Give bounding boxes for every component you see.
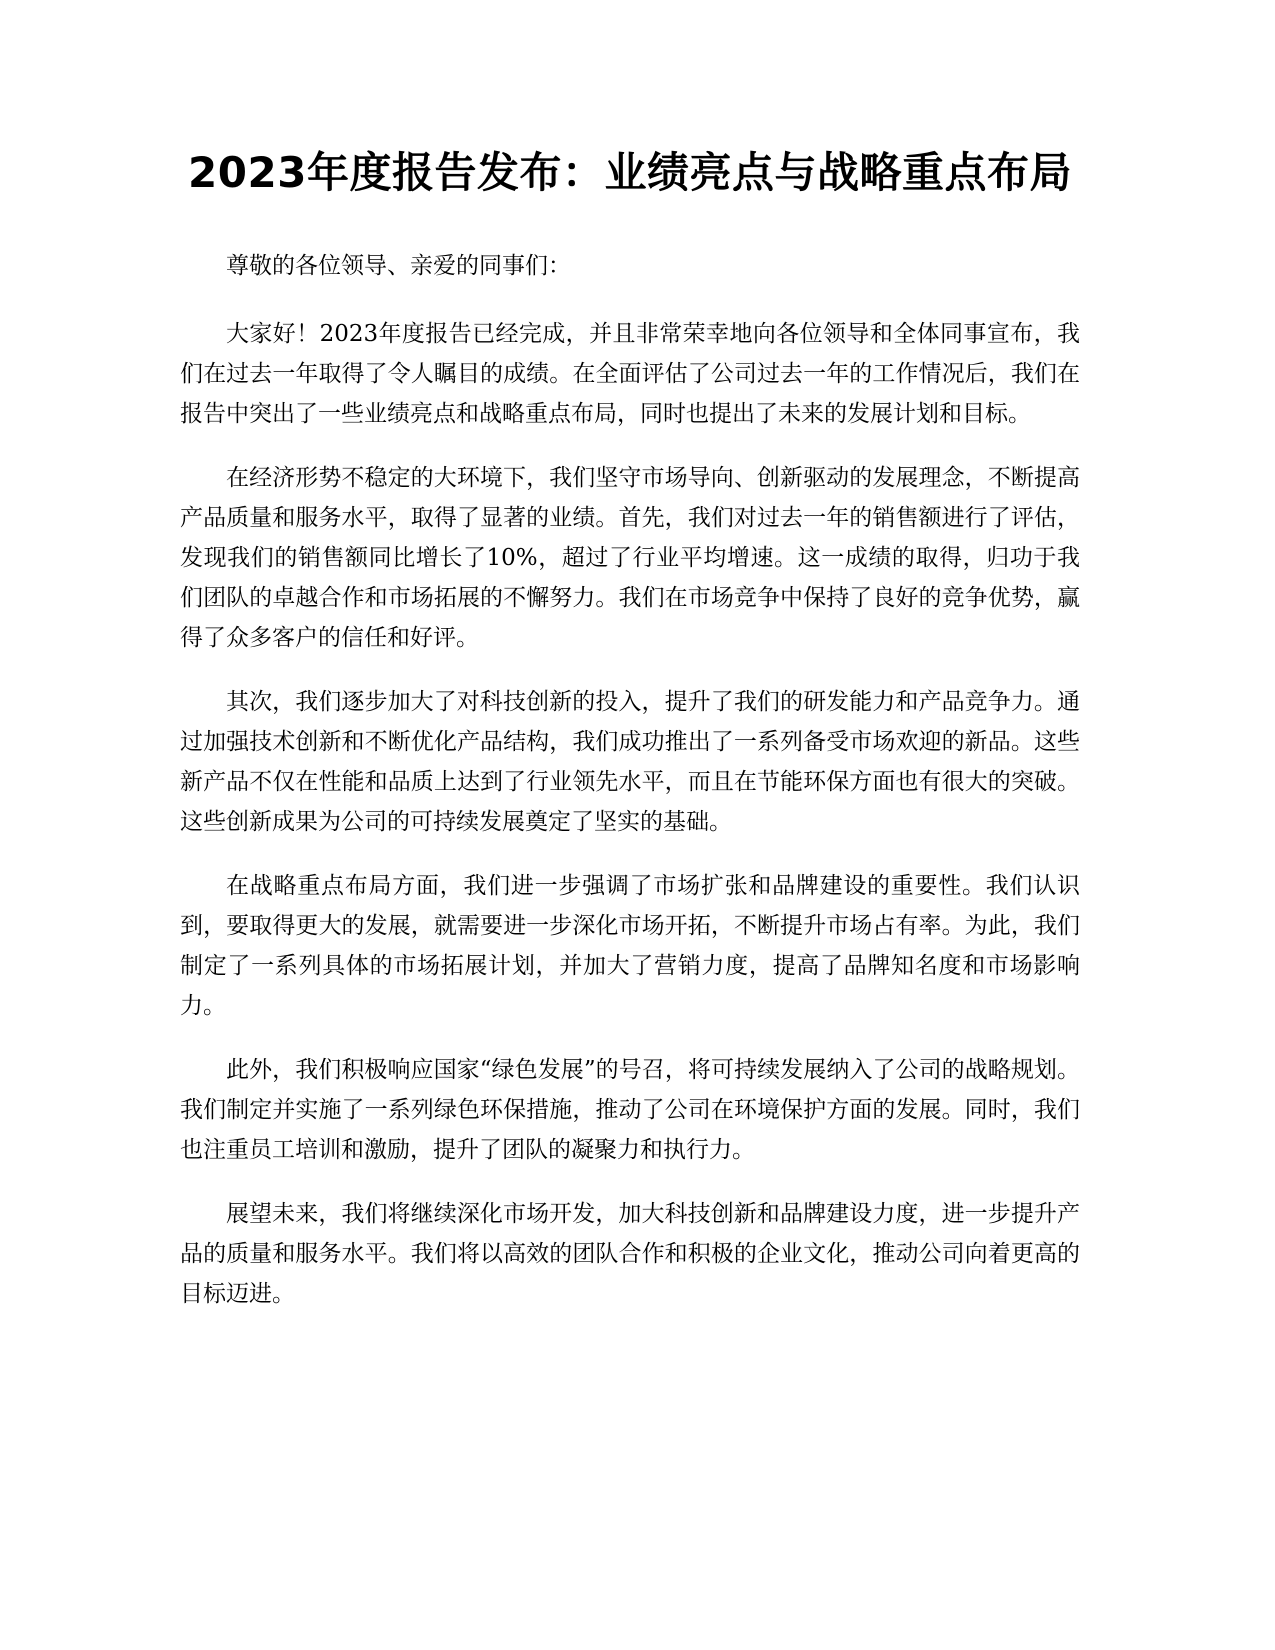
paragraph-4: 在战略重点布局方面，我们进一步强调了市场扩张和品牌建设的重要性。我们认识到，要取得更大的发展，就需要进一步深化市场开拓，不断提升市场占有率。为此，我们制定了一系列具体的市场拓展计划，并加大了营销力度，提高了品牌知名度和市场影响力。 [180, 873, 1080, 1019]
paragraph-3: 其次，我们逐步加大了对科技创新的投入，提升了我们的研发能力和产品竞争力。通过加强技术创新和不断优化产品结构，我们成功推出了一系列备受市场欢迎的新品。这些新产品不仅在性能和品质上达到了行业领先水平，而且在节能环保方面也有很大的突破。这些创新成果为公司的可持续发展奠定了坚实的基础。 [180, 689, 1080, 835]
salutation: 尊敬的各位领导、亲爱的同事们： [226, 253, 571, 279]
paragraph-5: 此外，我们积极响应国家“绿色发展”的号召，将可持续发展纳入了公司的战略规划。我们制定并实施了一系列绿色环保措施，推动了公司在环境保护方面的发展。同时，我们也注重员工培训和激励，提升了团队的凝聚力和执行力。 [180, 1057, 1080, 1163]
paragraph-1: 大家好！2023年度报告已经完成，并且非常荣幸地向各位领导和全体同事宣布，我们在过去一年取得了令人瞩目的成绩。在全面评估了公司过去一年的工作情况后，我们在报告中突出了一些业绩亮点和战略重点布局，同时也提出了未来的发展计划和目标。 [180, 321, 1080, 427]
paragraph-6: 展望未来，我们将继续深化市场开发，加大科技创新和品牌建设力度，进一步提升产品的质量和服务水平。我们将以高效的团队合作和积极的企业文化，推动公司向着更高的目标迈进。 [180, 1201, 1080, 1307]
document-page [180, 140, 1080, 1338]
document-title: 2023年度报告发布：业绩亮点与战略重点布局 [188, 148, 1072, 197]
paragraph-2: 在经济形势不稳定的大环境下，我们坚守市场导向、创新驱动的发展理念，不断提高产品质量和服务水平，取得了显著的业绩。首先，我们对过去一年的销售额进行了评估，发现我们的销售额同比增长了10%，超过了行业平均增速。这一成绩的取得，归功于我们团队的卓越合作和市场拓展的不懈努力。我们在市场竞争中保持了良好的竞争优势，赢得了众多客户的信任和好评。 [180, 465, 1080, 651]
